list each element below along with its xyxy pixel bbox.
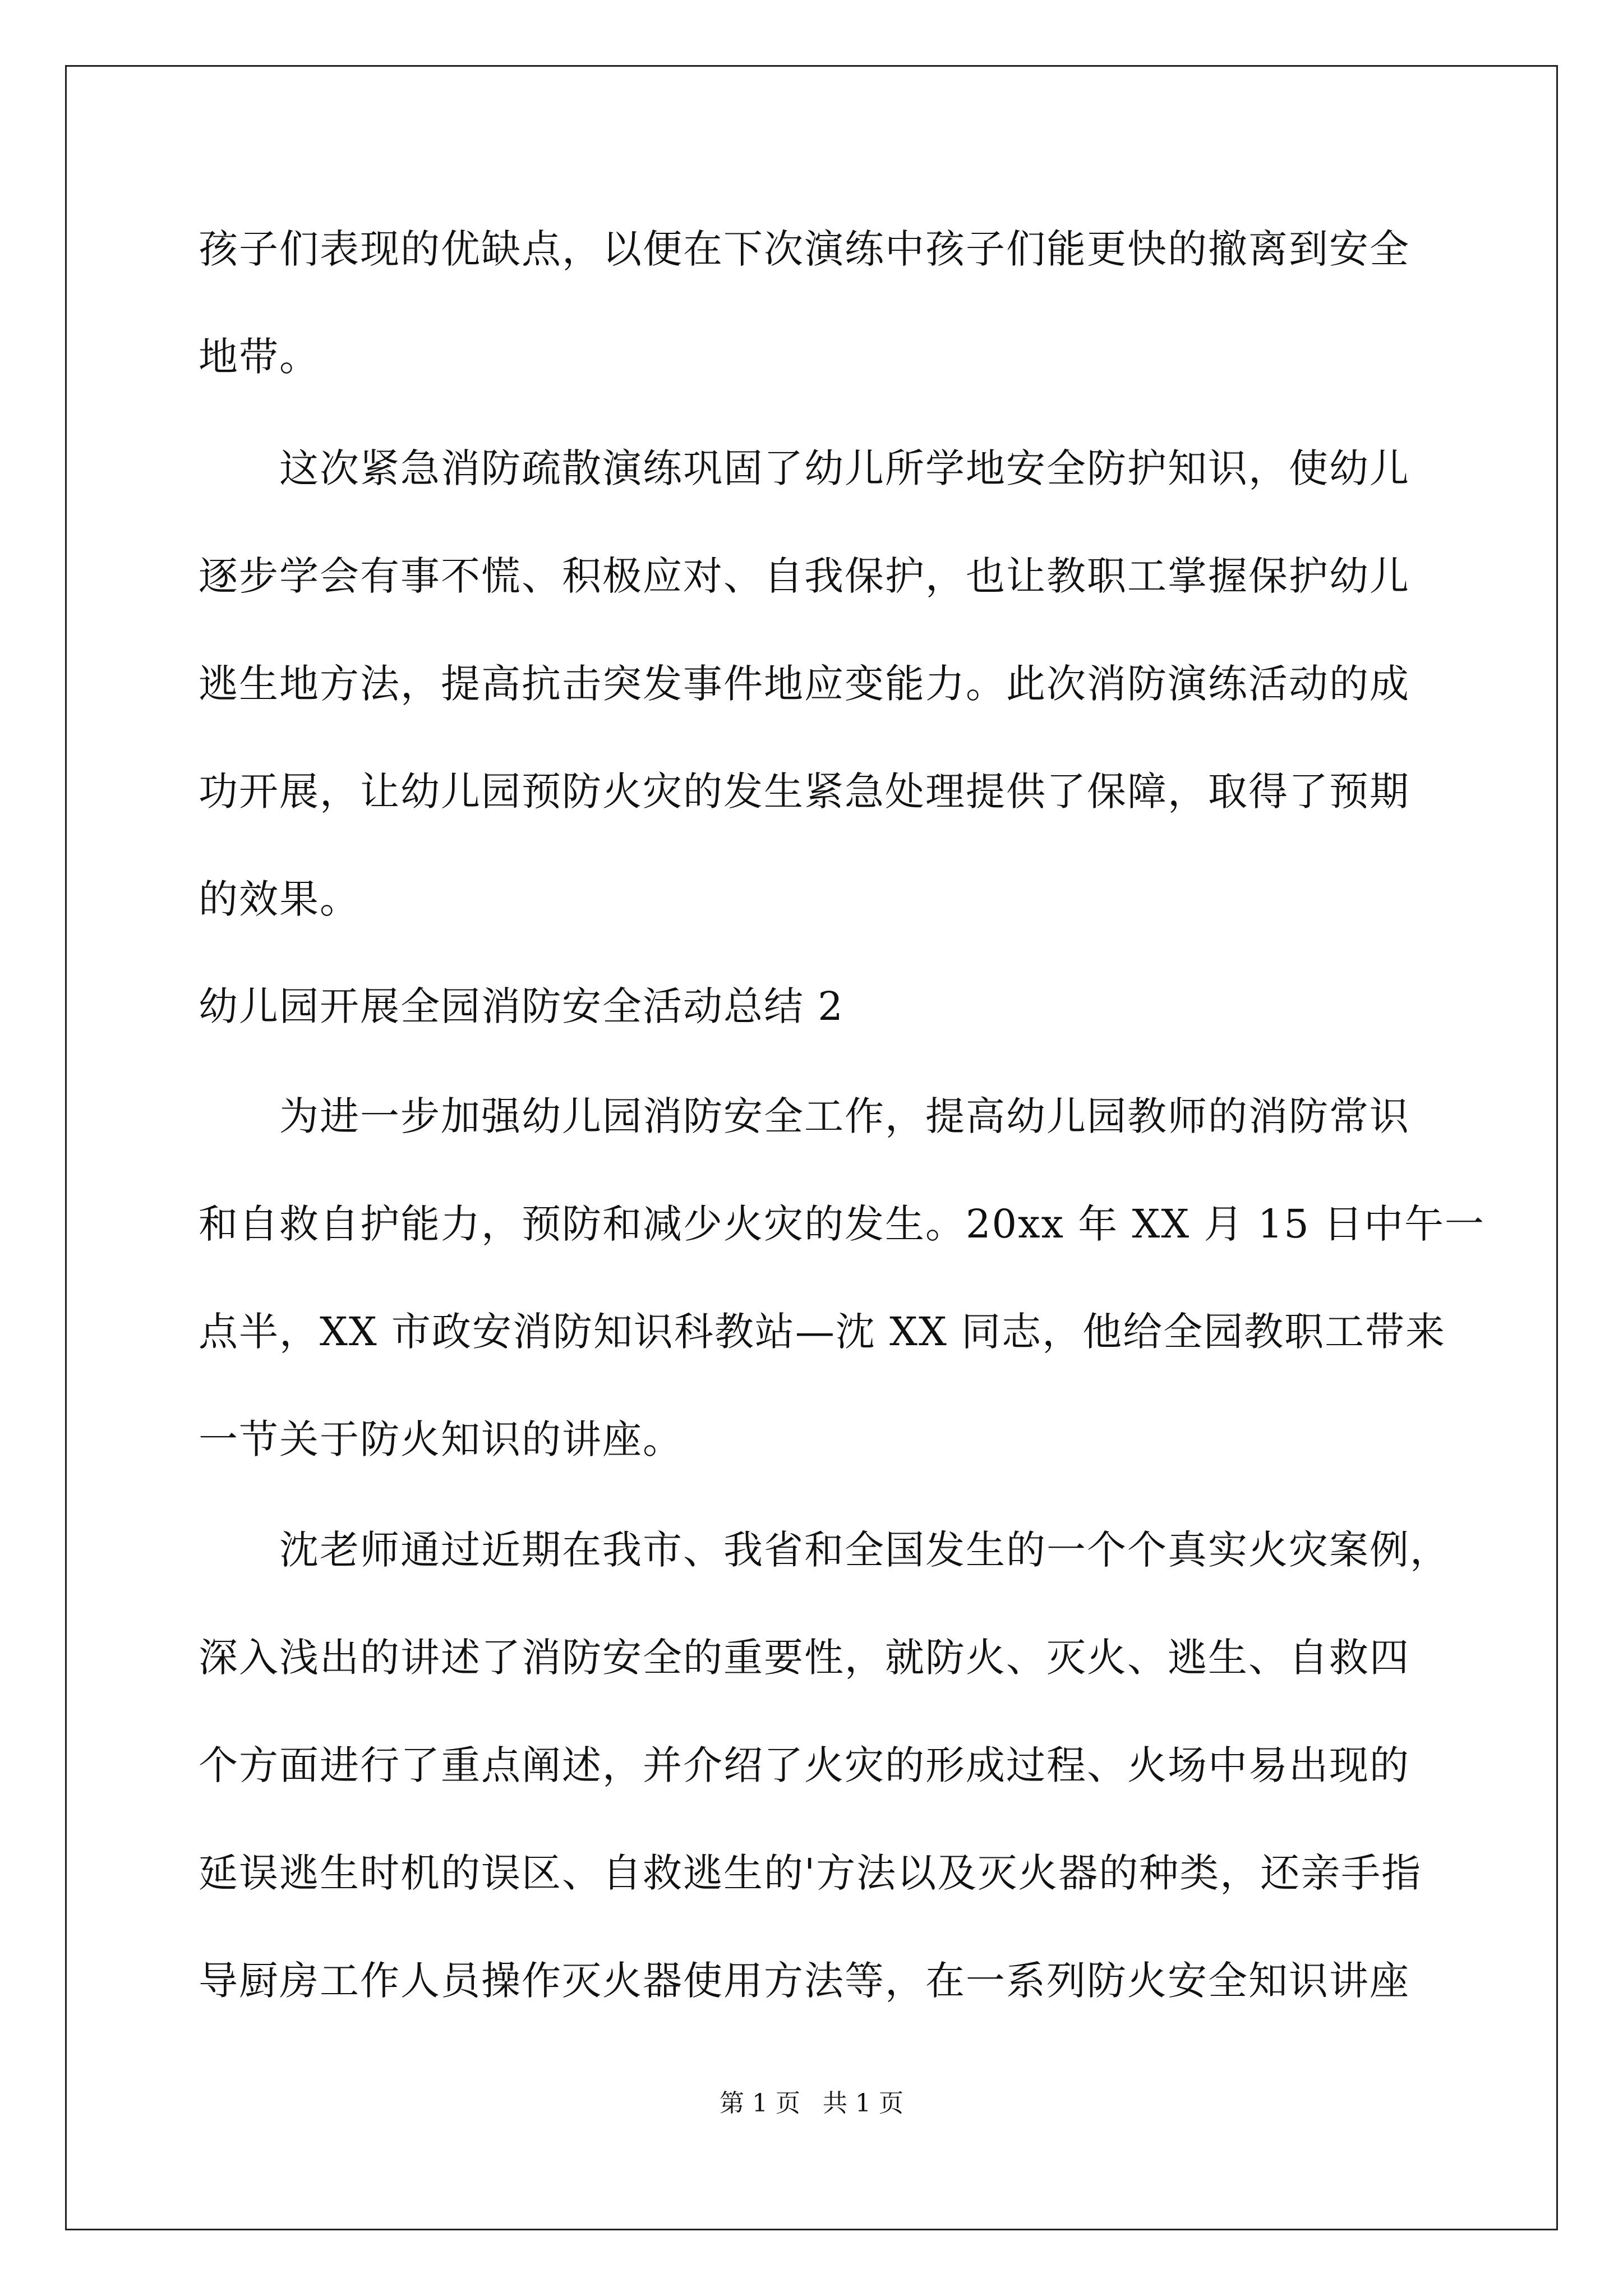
page-border	[65, 65, 1558, 2230]
page-number: 第 1 页	[720, 2089, 800, 2118]
text-line: 点半，XX 市政安消防知识科教站—沈 XX 同志，他给全园教职工带来	[199, 1309, 1446, 1355]
paragraph-first-line: 为进一步加强幼儿园消防安全工作，提高幼儿园教师的消防常识	[279, 1093, 1410, 1139]
text-line: 逃生地方法，提高抗击突发事件地应变能力。此次消防演练活动的成	[199, 661, 1410, 707]
text-line: 个方面进行了重点阐述，并介绍了火灾的形成过程、火场中易出现的	[199, 1742, 1410, 1788]
text-line: 和自救自护能力，预防和减少火灾的发生。20xx 年 XX 月 15 日中午一	[199, 1201, 1486, 1247]
text-line: 逐步学会有事不慌、积极应对、自我保护，也让教职工掌握保护幼儿	[199, 553, 1410, 599]
text-line: 的效果。	[199, 876, 360, 922]
text-line: 地带。	[199, 334, 320, 380]
page-footer	[0, 2091, 1623, 2116]
section-heading: 幼儿园开展全园消防安全活动总结 2	[199, 983, 844, 1029]
text-line: 导厨房工作人员操作灭火器使用方法等，在一系列防火安全知识讲座	[199, 1958, 1410, 2004]
paragraph-first-line: 这次紧急消防疏散演练巩固了幼儿所学地安全防护知识，使幼儿	[279, 445, 1410, 491]
paragraph-first-line: 沈老师通过近期在我市、我省和全国发生的一个个真实火灾案例，	[279, 1527, 1450, 1573]
total-pages: 共 1 页	[823, 2089, 903, 2118]
text-line: 延误逃生时机的误区、自救逃生的'方法以及灭火器的种类，还亲手指	[199, 1850, 1422, 1896]
text-line: 一节关于防火知识的讲座。	[199, 1416, 683, 1462]
text-line: 孩子们表现的优缺点，以便在下次演练中孩子们能更快的撤离到安全	[199, 226, 1410, 272]
text-line: 深入浅出的讲述了消防安全的重要性，就防火、灭火、逃生、自救四	[199, 1635, 1410, 1681]
text-line: 功开展，让幼儿园预防火灾的发生紧急处理提供了保障，取得了预期	[199, 769, 1410, 815]
